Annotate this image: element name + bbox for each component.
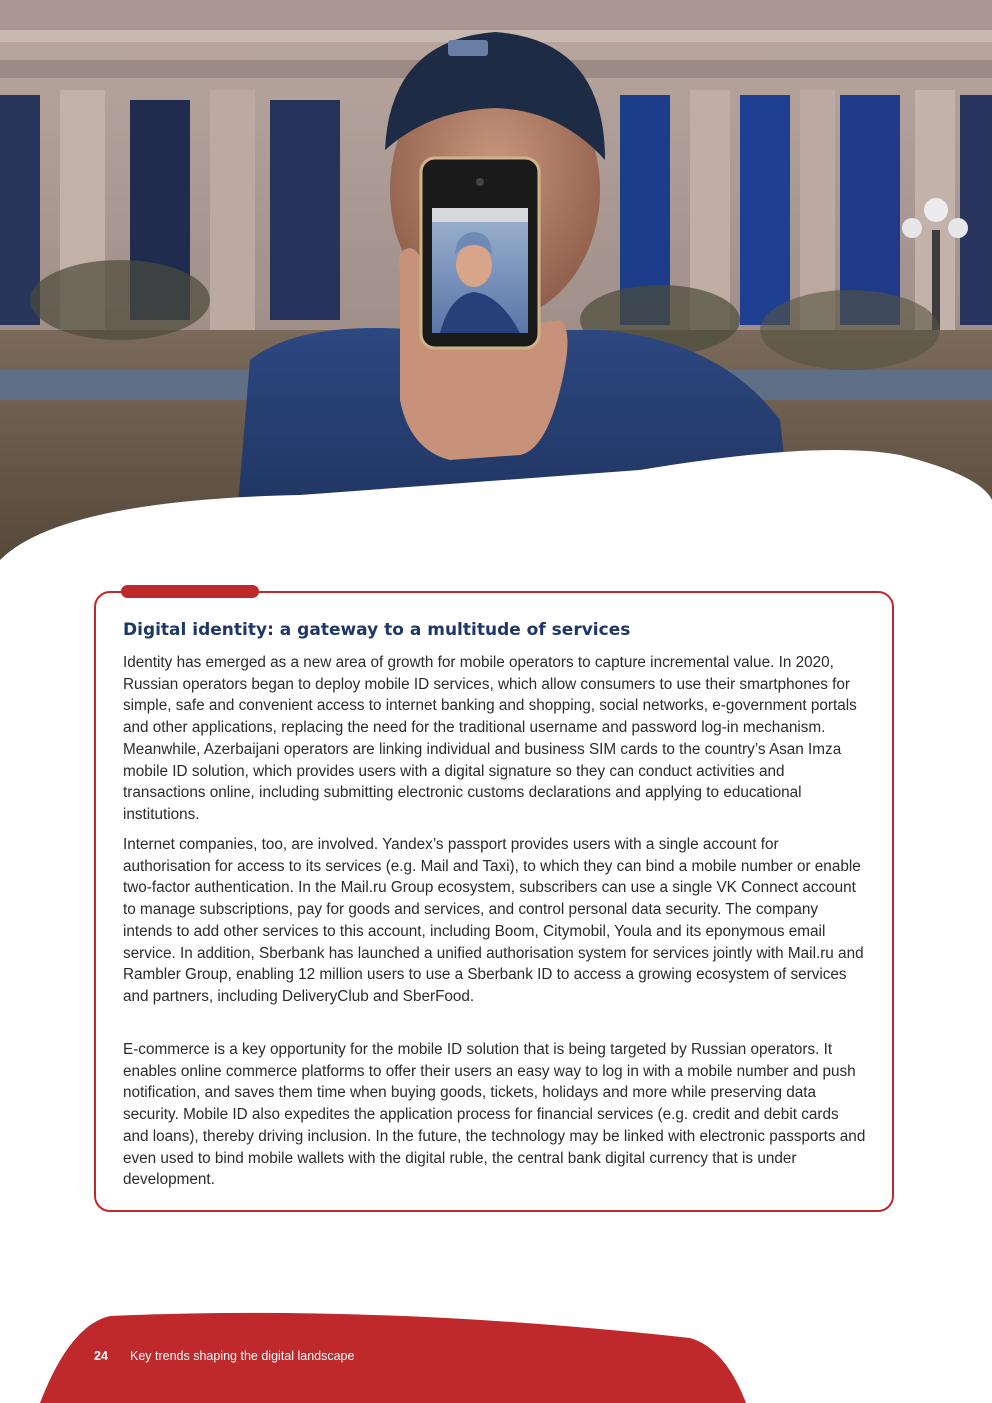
box-paragraph-1: Identity has emerged as a new area of growth for mobile operators to capture incremental value. In 2020, Russian operators began to deploy mobile ID services, which allow consumers to use their smartphones for simple, safe and convenient access to internet banking and shopping, social networks, e-government portals and other applications, replacing the need for the traditional username and password log-in mechanism. Meanwhile, Azerbaijani operators are linking individual and business SIM cards to the country’s Asan Imza mobile ID solution, which provides users with a digital signature so they can conduct activities and transactions online, including submitting electronic customs declarations and applying to educational institutions.: [123, 654, 857, 823]
hero-photo: [0, 0, 992, 600]
box-title: Digital identity: a gateway to a multitude of services: [123, 620, 631, 640]
box-paragraph-2: Internet companies, too, are involved. Yandex’s passport provides users with a single account for authorisation for access to its services (e.g. Mail and Taxi), to which they can bind a mobile number or enable two-factor authentication. In the Mail.ru Group ecosystem, subscribers can use a single VK Connect account to manage subscriptions, pay for goods and services, and control personal data security. The company intends to add other services to this account, including Boom, Citymobil, Youla and its eponymous email service. In addition, Sberbank has launched a unified authorisation system for services jointly with Mail.ru and Rambler Group, enabling 12 million users to use a Sberbank ID to access a growing ecosystem of services and partners, including DeliveryClub and SberFood.: [123, 836, 864, 1005]
photo-person-holding-smartphone-icon: [0, 0, 992, 600]
footer-section-label: Key trends shaping the digital landscape: [130, 1349, 355, 1363]
page-number: 24: [94, 1349, 108, 1363]
box-accent-tab: [121, 585, 259, 598]
box-paragraph-3: E-commerce is a key opportunity for the mobile ID solution that is being targeted by Russian operators. It enables online commerce platforms to offer their users an easy way to log in with a mobile number and push notification, and saves them time when buying goods, tickets, holidays and more while preserving data security. Mobile ID also expedites the application process for financial services (e.g. credit and debit cards and loans), thereby driving inclusion. In the future, the technology may be linked with electronic passports and even used to bind mobile wallets with the digital ruble, the central bank digital currency that is under development.: [123, 1041, 866, 1189]
